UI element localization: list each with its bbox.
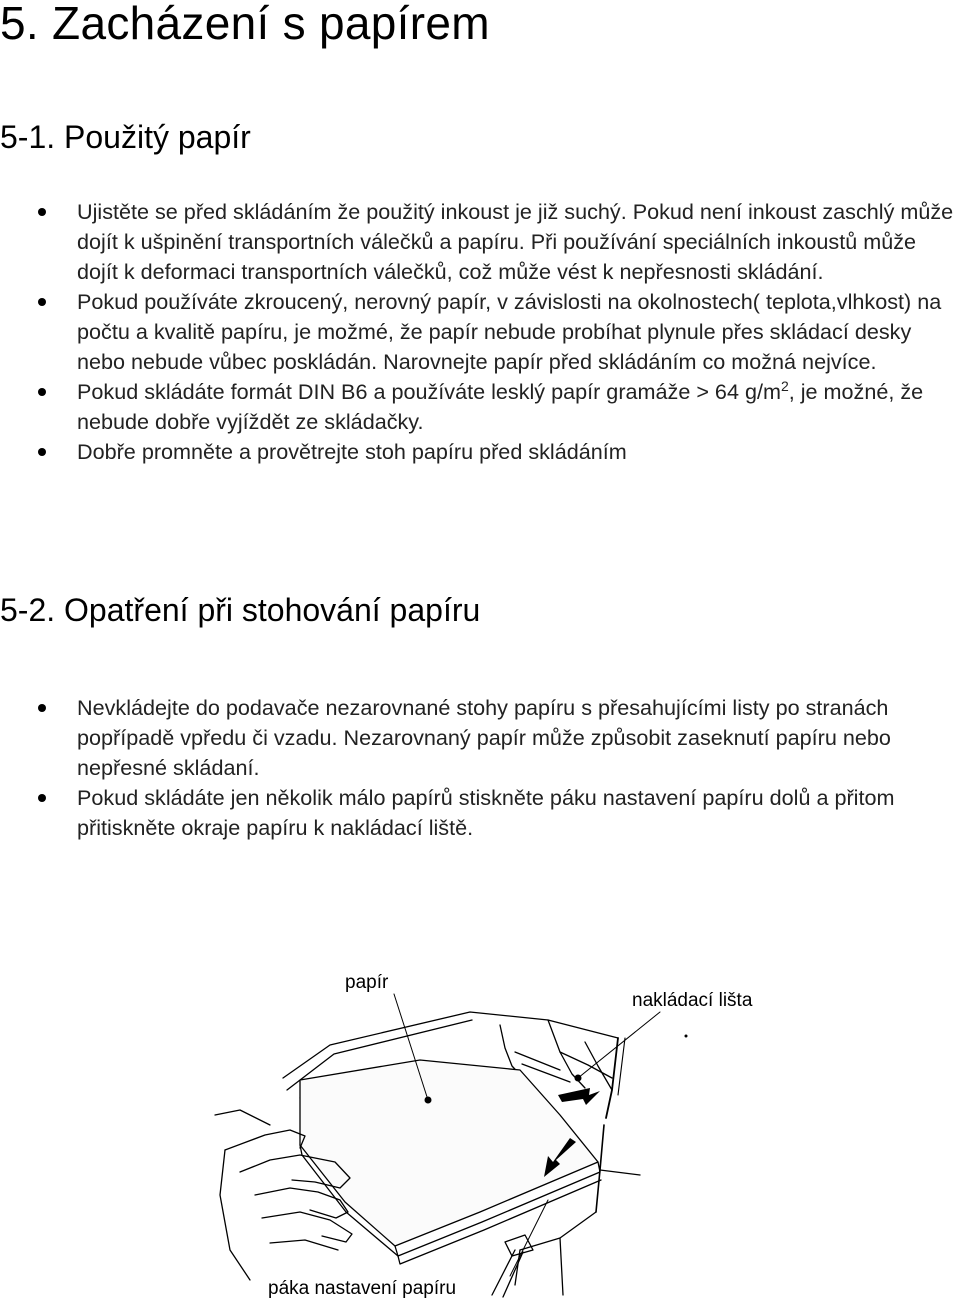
section-heading-paper-stacking: 5-2. Opatření při stohování papíru bbox=[0, 592, 481, 628]
list-item: Pokud skládáte jen několik málo papírů stiskněte páku nastavení papíru dolů a přitom přitiskněte okraje papíru k nakládací liště. bbox=[0, 783, 960, 843]
feeder-drawing bbox=[0, 950, 960, 1303]
used-paper-list bbox=[0, 197, 960, 467]
list-item-text: Pokud skládáte formát DIN B6 a používáte lesklý papír gramáže > 64 g/m bbox=[77, 379, 781, 404]
callout-pointer-dot bbox=[425, 1097, 432, 1104]
paper-feeder-illustration bbox=[0, 950, 960, 1303]
page-title: 5. Zacházení s papírem bbox=[0, 0, 490, 49]
arrow-icon bbox=[558, 1088, 600, 1105]
label-loading-bar: nakládací lišta bbox=[632, 990, 753, 1011]
paper-stacking-list bbox=[0, 693, 960, 843]
list-item: Pokud používáte zkroucený, nerovný papír, v závislosti na okolnostech( teplota,vlhkost) na počtu a kvalitě papíru, je možmé, že papír nebude probíhat plynule přes skládací desky nebo nebude vůbec poskládán. Narovnejte papír před skládáním co možná nejvíce. bbox=[0, 287, 960, 377]
list-item: Dobře promněte a provětrejte stoh papíru před skládáním bbox=[0, 437, 960, 467]
section-heading-used-paper: 5-1. Použitý papír bbox=[0, 119, 251, 155]
superscript-exponent: 2 bbox=[780, 377, 789, 394]
list-item: Nevkládejte do podavače nezarovnané stohy papíru s přesahujícími listy po stranách popřípadě vpředu či vzadu. Nezarovnaný papír může způsobit zaseknutí papíru nebo nepřesné skládaní. bbox=[0, 693, 960, 783]
list-item-text-continued: , je možné, že nebude dobře vyjíždět ze skládačky. bbox=[77, 379, 924, 434]
label-paper-lever: páka nastavení papíru bbox=[268, 1278, 457, 1299]
list-item bbox=[0, 377, 960, 437]
label-paper: papír bbox=[345, 972, 389, 993]
list-item: Ujistěte se před skládáním že použitý inkoust je již suchý. Pokud není inkoust zaschlý může dojít k ušpinění transportních válečků a papíru. Při používání speciálních inkoustů může dojít k deformaci transportních válečků, což může vést k nepřesnosti skládání. bbox=[0, 197, 960, 287]
callout-pointer-dot bbox=[575, 1075, 582, 1082]
speck bbox=[685, 1035, 688, 1038]
